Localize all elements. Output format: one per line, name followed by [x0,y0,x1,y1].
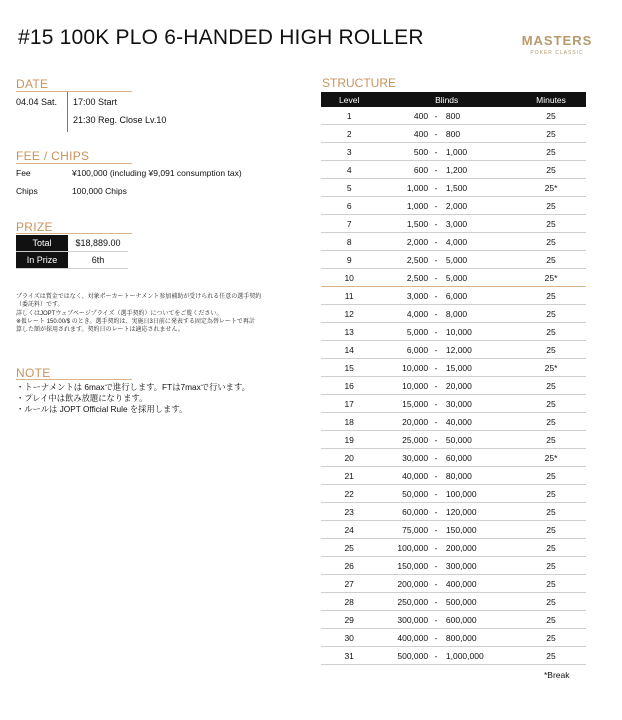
prize-total-value: $18,889.00 [68,235,128,252]
minutes-cell: 25 [516,377,586,395]
big-blind-cell: 40,000 [444,413,516,431]
structure-row [321,305,586,323]
structure-row [321,611,586,629]
level-cell: 23 [321,503,377,521]
small-blind-cell: 200,000 [377,575,428,593]
date-reg-close: 21:30 Reg. Close Lv.10 [73,115,167,125]
small-blind-cell: 500 [377,143,428,161]
small-blind-cell: 20,000 [377,413,428,431]
blind-dash: - [428,485,444,503]
note-list [16,382,250,415]
structure-row [321,395,586,413]
small-blind-cell: 3,000 [377,287,428,305]
level-cell: 30 [321,629,377,647]
big-blind-cell: 1,200 [444,161,516,179]
prize-inprize-label: In Prize [16,252,68,269]
small-blind-cell: 1,000 [377,197,428,215]
blind-dash: - [428,287,444,305]
blind-dash: - [428,449,444,467]
structure-row [321,233,586,251]
structure-row [321,269,586,287]
big-blind-cell: 500,000 [444,593,516,611]
small-blind-cell: 5,000 [377,323,428,341]
level-cell: 8 [321,233,377,251]
level-cell: 5 [321,179,377,197]
big-blind-cell: 30,000 [444,395,516,413]
level-cell: 3 [321,143,377,161]
big-blind-cell: 2,000 [444,197,516,215]
structure-row [321,125,586,143]
note-item: ・ルールは JOPT Official Rule を採用します。 [16,404,188,414]
prize-total-label: Total [16,235,68,252]
big-blind-cell: 800 [444,125,516,143]
structure-row [321,251,586,269]
structure-row [321,323,586,341]
big-blind-cell: 3,000 [444,215,516,233]
level-cell: 15 [321,359,377,377]
prize-note-line: 詳しくはJOPTウェブページプライズ（選手契約）についてをご覧ください。 [16,310,223,317]
structure-row [321,503,586,521]
small-blind-cell: 300,000 [377,611,428,629]
col-minutes-header: Minutes [516,92,586,107]
structure-row [321,143,586,161]
chips-label: Chips [16,186,38,196]
level-cell: 14 [321,341,377,359]
big-blind-cell: 8,000 [444,305,516,323]
big-blind-cell: 120,000 [444,503,516,521]
blind-dash: - [428,269,444,287]
minutes-cell: 25 [516,233,586,251]
blind-dash: - [428,647,444,665]
small-blind-cell: 2,000 [377,233,428,251]
level-cell: 20 [321,449,377,467]
blind-dash: - [428,323,444,341]
fee-chips-divider [16,163,132,164]
big-blind-cell: 4,000 [444,233,516,251]
blind-dash: - [428,629,444,647]
big-blind-cell: 1,000,000 [444,647,516,665]
minutes-cell: 25 [516,647,586,665]
small-blind-cell: 400 [377,107,428,125]
prize-divider [16,233,132,234]
blind-dash: - [428,125,444,143]
structure-row [321,647,586,665]
level-cell: 26 [321,557,377,575]
blind-dash: - [428,413,444,431]
blind-dash: - [428,431,444,449]
minutes-cell: 25 [516,215,586,233]
structure-row [321,215,586,233]
minutes-cell: 25 [516,467,586,485]
level-cell: 12 [321,305,377,323]
structure-row [321,521,586,539]
blind-dash: - [428,179,444,197]
blind-dash: - [428,503,444,521]
break-note: *Break [544,670,570,680]
structure-row [321,377,586,395]
minutes-cell: 25 [516,287,586,305]
big-blind-cell: 100,000 [444,485,516,503]
level-cell: 6 [321,197,377,215]
structure-row [321,197,586,215]
prize-row-total [16,235,128,252]
blind-dash: - [428,377,444,395]
big-blind-cell: 20,000 [444,377,516,395]
level-cell: 11 [321,287,377,305]
minutes-cell: 25 [516,305,586,323]
big-blind-cell: 6,000 [444,287,516,305]
big-blind-cell: 400,000 [444,575,516,593]
minutes-cell: 25 [516,161,586,179]
structure-row [321,449,586,467]
small-blind-cell: 1,000 [377,179,428,197]
logo-sub: POKER CLASSIC [530,50,584,56]
big-blind-cell: 12,000 [444,341,516,359]
prize-note-line: ※仮レート 150.00/$ のとき。選手契約は、実施日3日前に発表する固定為替レートで再計 [16,318,255,325]
minutes-cell: 25 [516,521,586,539]
small-blind-cell: 400,000 [377,629,428,647]
prize-note-line: プライズは賞金ではなく、対象ポーカートーナメント参加補助が受けられる任意の選手契約 [16,294,262,300]
structure-row [321,539,586,557]
logo-main: MASTERS [521,33,593,48]
level-cell: 21 [321,467,377,485]
level-cell: 1 [321,107,377,125]
blind-dash: - [428,593,444,611]
minutes-cell: 25 [516,557,586,575]
page-title: #15 100K PLO 6-HANDED HIGH ROLLER [18,26,424,49]
small-blind-cell: 4,000 [377,305,428,323]
level-cell: 16 [321,377,377,395]
big-blind-cell: 5,000 [444,269,516,287]
level-cell: 29 [321,611,377,629]
big-blind-cell: 80,000 [444,467,516,485]
small-blind-cell: 60,000 [377,503,428,521]
minutes-cell: 25 [516,431,586,449]
small-blind-cell: 150,000 [377,557,428,575]
masters-logo [518,33,596,56]
minutes-cell: 25* [516,179,586,197]
minutes-cell: 25* [516,269,586,287]
minutes-cell: 25 [516,539,586,557]
note-divider [16,379,132,380]
col-level-header: Level [321,92,377,107]
minutes-cell: 25 [516,251,586,269]
structure-table [321,92,586,665]
blind-dash: - [428,575,444,593]
structure-row [321,161,586,179]
structure-row [321,359,586,377]
blind-dash: - [428,611,444,629]
level-cell: 9 [321,251,377,269]
big-blind-cell: 200,000 [444,539,516,557]
blind-dash: - [428,359,444,377]
structure-row [321,179,586,197]
big-blind-cell: 800,000 [444,629,516,647]
structure-row [321,341,586,359]
minutes-cell: 25 [516,611,586,629]
level-cell: 7 [321,215,377,233]
small-blind-cell: 15,000 [377,395,428,413]
minutes-cell: 25 [516,125,586,143]
minutes-cell: 25 [516,323,586,341]
small-blind-cell: 250,000 [377,593,428,611]
blind-dash: - [428,467,444,485]
level-cell: 24 [321,521,377,539]
structure-row [321,593,586,611]
level-cell: 17 [321,395,377,413]
blind-dash: - [428,197,444,215]
level-cell: 4 [321,161,377,179]
minutes-cell: 25 [516,503,586,521]
level-cell: 27 [321,575,377,593]
small-blind-cell: 30,000 [377,449,428,467]
minutes-cell: 25 [516,593,586,611]
chips-value: 100,000 Chips [72,186,127,196]
level-cell: 22 [321,485,377,503]
structure-heading: STRUCTURE [322,76,396,90]
prize-table [16,235,128,269]
small-blind-cell: 10,000 [377,377,428,395]
prize-heading: PRIZE [16,220,53,234]
level-cell: 25 [321,539,377,557]
big-blind-cell: 1,500 [444,179,516,197]
minutes-cell: 25 [516,143,586,161]
small-blind-cell: 6,000 [377,341,428,359]
minutes-cell: 25 [516,197,586,215]
fee-chips-heading: FEE / CHIPS [16,149,90,163]
prize-row-inprize [16,252,128,269]
date-start: 17:00 Start [73,97,118,107]
level-cell: 18 [321,413,377,431]
prize-note-line: （委託料）です。 [16,302,64,309]
small-blind-cell: 10,000 [377,359,428,377]
small-blind-cell: 1,500 [377,215,428,233]
big-blind-cell: 300,000 [444,557,516,575]
level-cell: 13 [321,323,377,341]
minutes-cell: 25 [516,395,586,413]
minutes-cell: 25 [516,341,586,359]
structure-row [321,413,586,431]
big-blind-cell: 60,000 [444,449,516,467]
blind-dash: - [428,161,444,179]
prize-note [16,293,306,334]
col-blinds-header: Blinds [377,92,516,107]
minutes-cell: 25 [516,485,586,503]
small-blind-cell: 2,500 [377,269,428,287]
structure-row [321,431,586,449]
blind-dash: - [428,521,444,539]
small-blind-cell: 2,500 [377,251,428,269]
fee-value: ¥100,000 (including ¥9,091 consumption tax) [72,168,242,178]
small-blind-cell: 600 [377,161,428,179]
prize-inprize-value: 6th [68,252,128,269]
level-cell: 2 [321,125,377,143]
big-blind-cell: 1,000 [444,143,516,161]
big-blind-cell: 10,000 [444,323,516,341]
blind-dash: - [428,305,444,323]
blind-dash: - [428,395,444,413]
blind-dash: - [428,251,444,269]
note-item: ・トーナメントは 6maxで進行します。FTは7maxで行います。 [16,382,250,392]
small-blind-cell: 100,000 [377,539,428,557]
level-cell: 10 [321,269,377,287]
blind-dash: - [428,107,444,125]
blind-dash: - [428,539,444,557]
note-item: ・プレイ中は飲み放題になります。 [16,393,148,403]
minutes-cell: 25 [516,413,586,431]
structure-row [321,485,586,503]
small-blind-cell: 25,000 [377,431,428,449]
minutes-cell: 25 [516,107,586,125]
structure-row [321,107,586,125]
small-blind-cell: 75,000 [377,521,428,539]
level-cell: 28 [321,593,377,611]
minutes-cell: 25* [516,359,586,377]
date-day: 04.04 Sat. [16,97,58,107]
big-blind-cell: 600,000 [444,611,516,629]
minutes-cell: 25 [516,575,586,593]
structure-row [321,629,586,647]
small-blind-cell: 400 [377,125,428,143]
big-blind-cell: 50,000 [444,431,516,449]
minutes-cell: 25* [516,449,586,467]
structure-row [321,575,586,593]
blind-dash: - [428,233,444,251]
prize-note-line: 算した額が採用されます。契約日のレートは適応されません。 [16,327,184,334]
blind-dash: - [428,341,444,359]
structure-header-row [321,92,586,107]
small-blind-cell: 40,000 [377,467,428,485]
blind-dash: - [428,143,444,161]
big-blind-cell: 5,000 [444,251,516,269]
level-cell: 31 [321,647,377,665]
structure-row [321,467,586,485]
small-blind-cell: 50,000 [377,485,428,503]
small-blind-cell: 500,000 [377,647,428,665]
date-divider [16,91,132,92]
structure-row [321,287,586,305]
level-cell: 19 [321,431,377,449]
blind-dash: - [428,557,444,575]
big-blind-cell: 15,000 [444,359,516,377]
date-vertical-divider [67,92,68,132]
fee-label: Fee [16,168,31,178]
note-heading: NOTE [16,366,51,380]
minutes-cell: 25 [516,629,586,647]
structure-row [321,557,586,575]
blind-dash: - [428,215,444,233]
big-blind-cell: 800 [444,107,516,125]
date-heading: DATE [16,77,49,91]
big-blind-cell: 150,000 [444,521,516,539]
